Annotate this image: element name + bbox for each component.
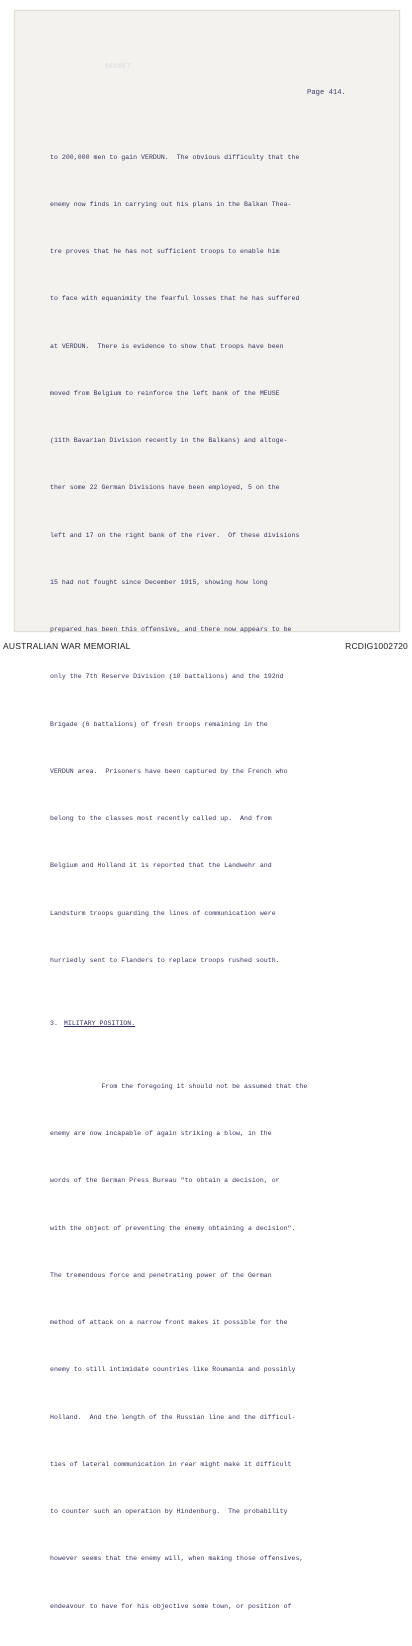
page-number: Page 414. [307, 89, 346, 97]
text-line: hurriedly sent to Flanders to replace troops rushed south. [50, 956, 280, 964]
text-line: From the foregoing it should not be assumed that the [50, 1082, 308, 1090]
text-line: The tremendous force and penetrating power of the German [50, 1271, 272, 1279]
text-line: endeavour to have for his objective some town, or position of [50, 1602, 292, 1610]
text-line: method of attack on a narrow front makes it possible for the [50, 1319, 288, 1326]
text-line: VERDUN area. Prisoners have been captured by the French who [50, 767, 288, 775]
section-title: MILITARY POSITION. [63, 1019, 136, 1027]
text-line: Holland. And the length of the Russian line and the difficul- [50, 1413, 296, 1421]
archive-footer [0, 640, 412, 654]
text-line: Belgium and Holland it is reported that the Landwehr and [50, 862, 272, 870]
text-line: (11th Bavarian Division recently in the Balkans) and altoge- [50, 437, 288, 444]
section-number: 3. [50, 1019, 58, 1027]
archive-name: AUSTRALIAN WAR MEMORIAL [3, 641, 131, 651]
text-line: only the 7th Reserve Division (10 battalions) and the 192nd [50, 673, 284, 681]
text-line: prepared has been this offensive, and there now appears to be [50, 626, 292, 633]
text-line: however seems that the enemy will, when making those offensives, [50, 1555, 304, 1563]
text-line: moved from Belgium to reinforce the left bank of the MEUSE [50, 389, 280, 397]
show-through-text: SECRET [105, 63, 132, 70]
text-line: enemy are now incapable of again striking a blow, in the [50, 1130, 272, 1137]
text-line: words of the German Press Bureau "to obtain a decision, or [50, 1177, 280, 1185]
document-body [50, 118, 380, 1646]
text-line: to 200,000 men to gain VERDUN. The obvious difficulty that the [50, 153, 300, 161]
text-line: enemy now finds in carrying out his plans in the Balkan Thea- [50, 200, 292, 208]
text-line: ties of lateral communication in rear might make it difficult [50, 1460, 292, 1468]
text-line: tre proves that he has not sufficient troops to enable him [50, 248, 280, 255]
text-line: 15 had not fought since December 1915, showing how long [50, 578, 268, 586]
text-line: at VERDUN. There is evidence to show that troops have been [50, 342, 284, 350]
text-line: belong to the classes most recently called up. And from [50, 815, 272, 822]
text-line: enemy to still intimidate countries like Roumania and possibly [50, 1366, 296, 1374]
text-line: Brigade (6 battalions) of fresh troops remaining in the [50, 720, 268, 728]
archive-id: RCDIG1002720 [345, 641, 408, 651]
text-line: Landsturm troops guarding the lines of communication were [50, 909, 276, 917]
text-line: to counter such an operation by Hindenburg. The probability [50, 1508, 288, 1515]
section-heading [50, 1016, 380, 1032]
text-line: to face with equanimity the fearful losses that he has suffered [50, 295, 300, 303]
text-line: with the object of preventing the enemy obtaining a decision". [50, 1224, 296, 1232]
text-line: left and 17 on the right bank of the river. Of these divisions [50, 531, 300, 539]
text-line: ther some 22 German Divisions have been employed, 5 on the [50, 484, 280, 492]
